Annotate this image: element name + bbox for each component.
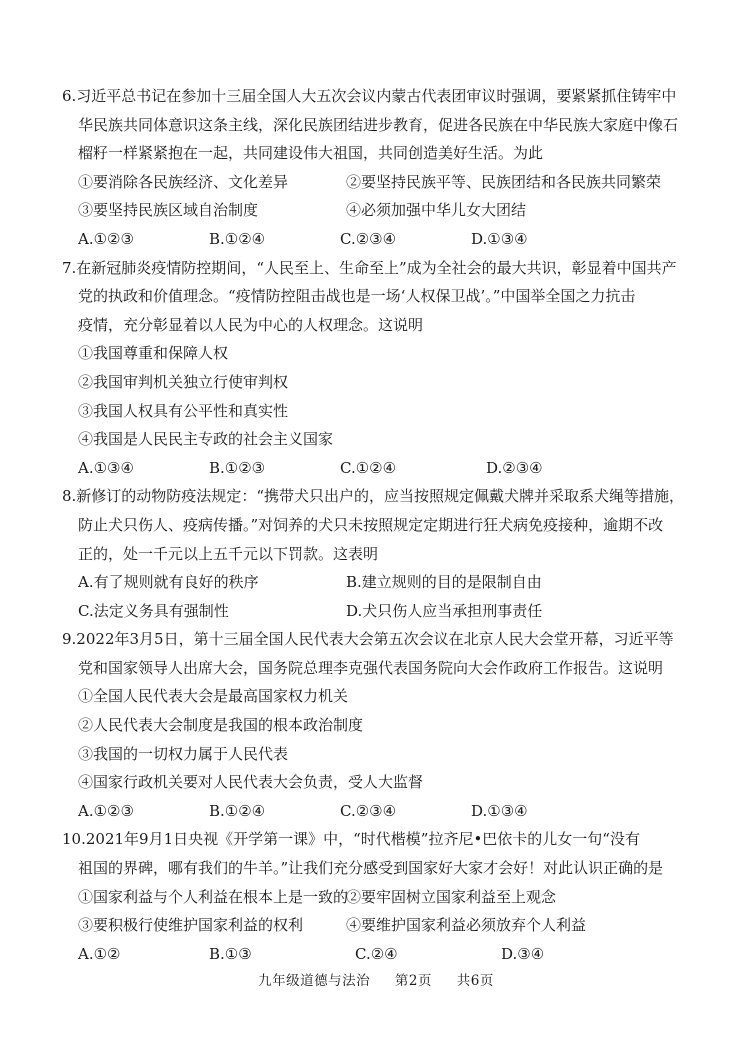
footer-page-number: 第2页	[394, 973, 432, 989]
choice-option[interactable]: C.②③④	[340, 801, 397, 820]
footer-total-pages: 共6页	[456, 973, 494, 989]
statement: ②我国审判机关独立行使审判权	[78, 372, 289, 391]
statement: ④必须加强中华儿女大团结	[346, 201, 527, 220]
question-8	[62, 482, 700, 625]
choice-row	[62, 568, 700, 597]
question-stem-line: 榴籽一样紧紧抱在一起，共同建设伟大祖国，共同创造美好生活。为此	[78, 144, 544, 163]
question-stem-line: 疫情，充分彰显着以人民为中心的人权理念。这说明	[78, 315, 424, 334]
question-stem-line: 9.2022年3月5日，第十三届全国人民代表大会第五次会议在北京人民大会堂开幕，习近平等	[62, 630, 674, 649]
choice-option[interactable]: C.②③④	[340, 229, 397, 248]
statement-row	[62, 883, 700, 912]
choice-option[interactable]: A.①②③	[78, 229, 134, 248]
choice-option[interactable]: A.有了规则就有良好的秩序	[78, 573, 259, 592]
question-stem-line: 8.新修订的动物防疫法规定：“携带犬只出户的，应当按照规定佩戴犬牌并采取系犬绳等措施，	[62, 487, 684, 506]
choice-option[interactable]: B.①②④	[209, 229, 266, 248]
footer-subject: 九年级道德与法治	[258, 973, 371, 989]
choice-option[interactable]: B.①③	[209, 944, 252, 963]
statement: ②要牢固树立国家利益至上观念	[346, 887, 557, 906]
question-7	[62, 254, 700, 483]
choice-option[interactable]: C.法定义务具有强制性	[78, 601, 229, 620]
choice-option[interactable]: B.①②③	[209, 458, 266, 477]
statement: ③我国人权具有公平性和真实性	[78, 401, 289, 420]
page-footer	[0, 969, 752, 989]
statement: ③要积极行使维护国家利益的权利	[78, 916, 304, 935]
statement-row	[62, 196, 700, 225]
statement: ①国家利益与个人利益在根本上是一致的	[78, 887, 349, 906]
choice-option[interactable]: D.②③④	[486, 458, 543, 477]
choice-row	[62, 940, 700, 969]
question-stem-line: 10.2021年9月1日央视《开学第一课》中，“时代楷模”拉齐尼•巴依卡的儿女一句“没有	[62, 830, 640, 849]
choice-option[interactable]: D.①③④	[471, 229, 528, 248]
statement: ②人民代表大会制度是我国的根本政治制度	[78, 716, 364, 735]
choice-row	[62, 454, 700, 483]
question-stem-line: 7.在新冠肺炎疫情防控期间，“人民至上、生命至上”成为全社会的最大共识，彰显着中国共产	[62, 258, 677, 277]
question-10	[62, 825, 700, 968]
choice-row	[62, 225, 700, 254]
choice-option[interactable]: B.①②④	[209, 801, 266, 820]
statement: ①我国尊重和保障人权	[78, 344, 229, 363]
statement: ③要坚持民族区域自治制度	[78, 201, 259, 220]
statement: ④要维护国家利益必须放弃个人利益	[346, 916, 587, 935]
choice-option[interactable]: D.③④	[501, 944, 545, 963]
question-stem-line: 党和国家领导人出席大会，国务院总理李克强代表国务院向大会作政府工作报告。这说明	[78, 658, 664, 677]
choice-row	[62, 797, 700, 826]
choice-option[interactable]: A.①②③	[78, 801, 134, 820]
question-stem-line: 党的执政和价值理念。“疫情防控阻击战也是一场‘人权保卫战’。”中国举全国之力抗击	[78, 287, 636, 306]
choice-row	[62, 597, 700, 626]
statement: ②要坚持民族平等、民族团结和各民族共同繁荣	[346, 172, 662, 191]
question-stem-line: 6.习近平总书记在参加十三届全国人大五次会议内蒙古代表团审议时强调，要紧紧抓住铸牢中	[62, 87, 677, 105]
question-stem-line: 正的，处一千元以上五千元以下罚款。这表明	[78, 544, 379, 563]
choice-option[interactable]: B.建立规则的目的是限制自由	[346, 573, 542, 592]
statement-row	[62, 911, 700, 940]
choice-option[interactable]: D.犬只伤人应当承担刑事责任	[346, 601, 543, 620]
choice-option[interactable]: A.①③④	[78, 458, 134, 477]
statement: ④我国是人民民主专政的社会主义国家	[78, 430, 334, 449]
choice-option[interactable]: D.①③④	[471, 801, 528, 820]
question-stem-line: 防止犬只伤人、疫病传播。”对饲养的犬只未按照规定定期进行狂犬病免疫接种，逾期不改	[78, 515, 664, 534]
statement: ①全国人民代表大会是最高国家权力机关	[78, 687, 349, 706]
question-stem-line: 华民族共同体意识这条主线，深化民族团结进步教育，促进各民族在中华民族大家庭中像石	[78, 115, 679, 134]
statement: ④国家行政机关要对人民代表大会负责，受人大监督	[78, 773, 424, 792]
statement: ①要消除各民族经济、文化差异	[78, 172, 289, 191]
question-stem-line: 祖国的界碑，哪有我们的牛羊。”让我们充分感受到国家好大家才会好！对此认识正确的是	[78, 859, 664, 878]
choice-option[interactable]: C.①②④	[340, 458, 397, 477]
choice-option[interactable]: A.①②	[78, 944, 121, 963]
statement: ③我国的一切权力属于人民代表	[78, 744, 289, 763]
question-9	[62, 625, 700, 825]
statement-row	[62, 168, 700, 197]
question-6	[62, 82, 700, 254]
choice-option[interactable]: C.②④	[355, 944, 398, 963]
